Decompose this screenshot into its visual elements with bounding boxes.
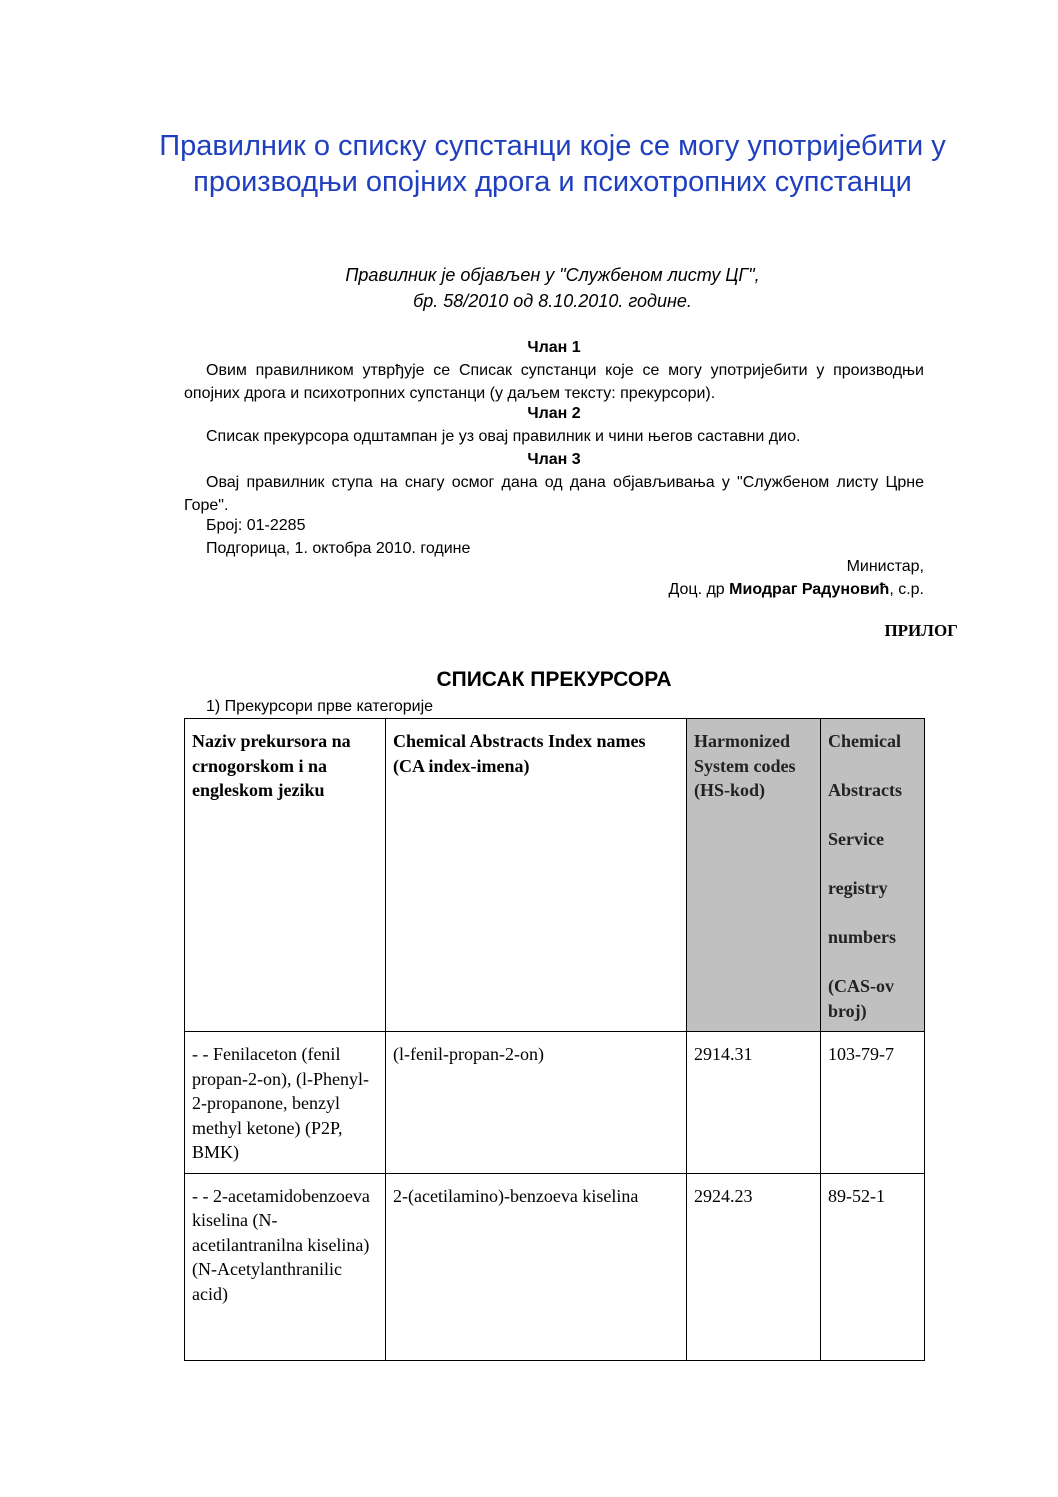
article-1-heading: Члан 1 xyxy=(527,339,581,356)
header-cas-line: Chemical xyxy=(828,731,901,751)
article-1-text: Овим правилником утврђује се Списак супстанци које се могу употријебити у производњи опојних дрога и психотропних супстанци (у даљем тексту: прекурсори). xyxy=(184,362,924,402)
header-cas-line: Abstracts xyxy=(828,780,902,800)
cell-name: - - Fenilaceton (fenil propan-2-on), (l-Phenyl-2-propanone, benzyl methyl ketone) (P2P, BMK) xyxy=(185,1032,386,1174)
header-name: Naziv prekursora na crnogorskom i na engleskom jeziku xyxy=(185,719,386,1032)
category-label: 1) Прекурсори прве категорије xyxy=(206,698,434,715)
signer-name: Миодраг Радуновић xyxy=(729,581,890,598)
cell-hs-code: 2924.23 xyxy=(687,1173,821,1360)
cell-ca-index: (l-fenil-propan-2-on) xyxy=(386,1032,687,1174)
table-row xyxy=(185,1173,925,1360)
header-ca-index: Chemical Abstracts Index names (CA index-imena) xyxy=(386,719,687,1032)
publication-line-1: Правилник је објављен у "Службеном листу ЦГ", xyxy=(345,265,760,285)
article-3-text: Овај правилник ступа на снагу осмог дана од дана објављивања у "Службеном листу Црне Горе". xyxy=(184,474,924,514)
article-2-text: Списак прекурсора одштампан је уз овај правилник и чини његов саставни дио. xyxy=(206,428,801,445)
signer-suffix: , с.р. xyxy=(889,581,924,598)
cell-hs-code: 2914.31 xyxy=(687,1032,821,1174)
header-cas-line: (CAS-ov broj) xyxy=(828,976,894,1021)
header-cas-number xyxy=(821,719,925,1032)
table-row xyxy=(185,1032,925,1174)
document-number: Број: 01-2285 xyxy=(206,517,306,534)
cell-name: - - 2-acetamidobenzoeva kiselina (N-acetilantranilna kiselina) (N-Acetylanthranilic acid) xyxy=(185,1173,386,1360)
signer-role: Министар, xyxy=(846,558,924,575)
article-3-heading: Члан 3 xyxy=(527,451,581,468)
cell-ca-index: 2-(acetilamino)-benzoeva kiselina xyxy=(386,1173,687,1360)
article-2-heading: Члан 2 xyxy=(527,405,581,422)
annex-label: ПРИЛОГ xyxy=(884,621,958,640)
document-title: Правилник о списку супстанци које се могу употријебити у производњи опојних дрога и психотропних супстанци xyxy=(159,130,946,198)
cell-cas: 89-52-1 xyxy=(821,1173,925,1360)
header-hs-code: Harmonized System codes (HS-kod) xyxy=(687,719,821,1032)
signer-prefix: Доц. др xyxy=(668,581,730,598)
header-cas-line: numbers xyxy=(828,927,897,947)
table-header-row xyxy=(185,719,925,1032)
signature-line xyxy=(669,578,925,601)
header-cas-line: Service xyxy=(828,829,884,849)
precursor-table xyxy=(184,718,925,1361)
publication-line-2: бр. 58/2010 од 8.10.2010. године. xyxy=(413,291,692,311)
cell-cas: 103-79-7 xyxy=(821,1032,925,1174)
place-date: Подгорица, 1. октобра 2010. године xyxy=(206,540,471,557)
header-cas-line: registry xyxy=(828,878,888,898)
publication-info xyxy=(150,262,955,314)
annex-title: СПИСАК ПРЕКУРСОРА xyxy=(436,668,672,691)
